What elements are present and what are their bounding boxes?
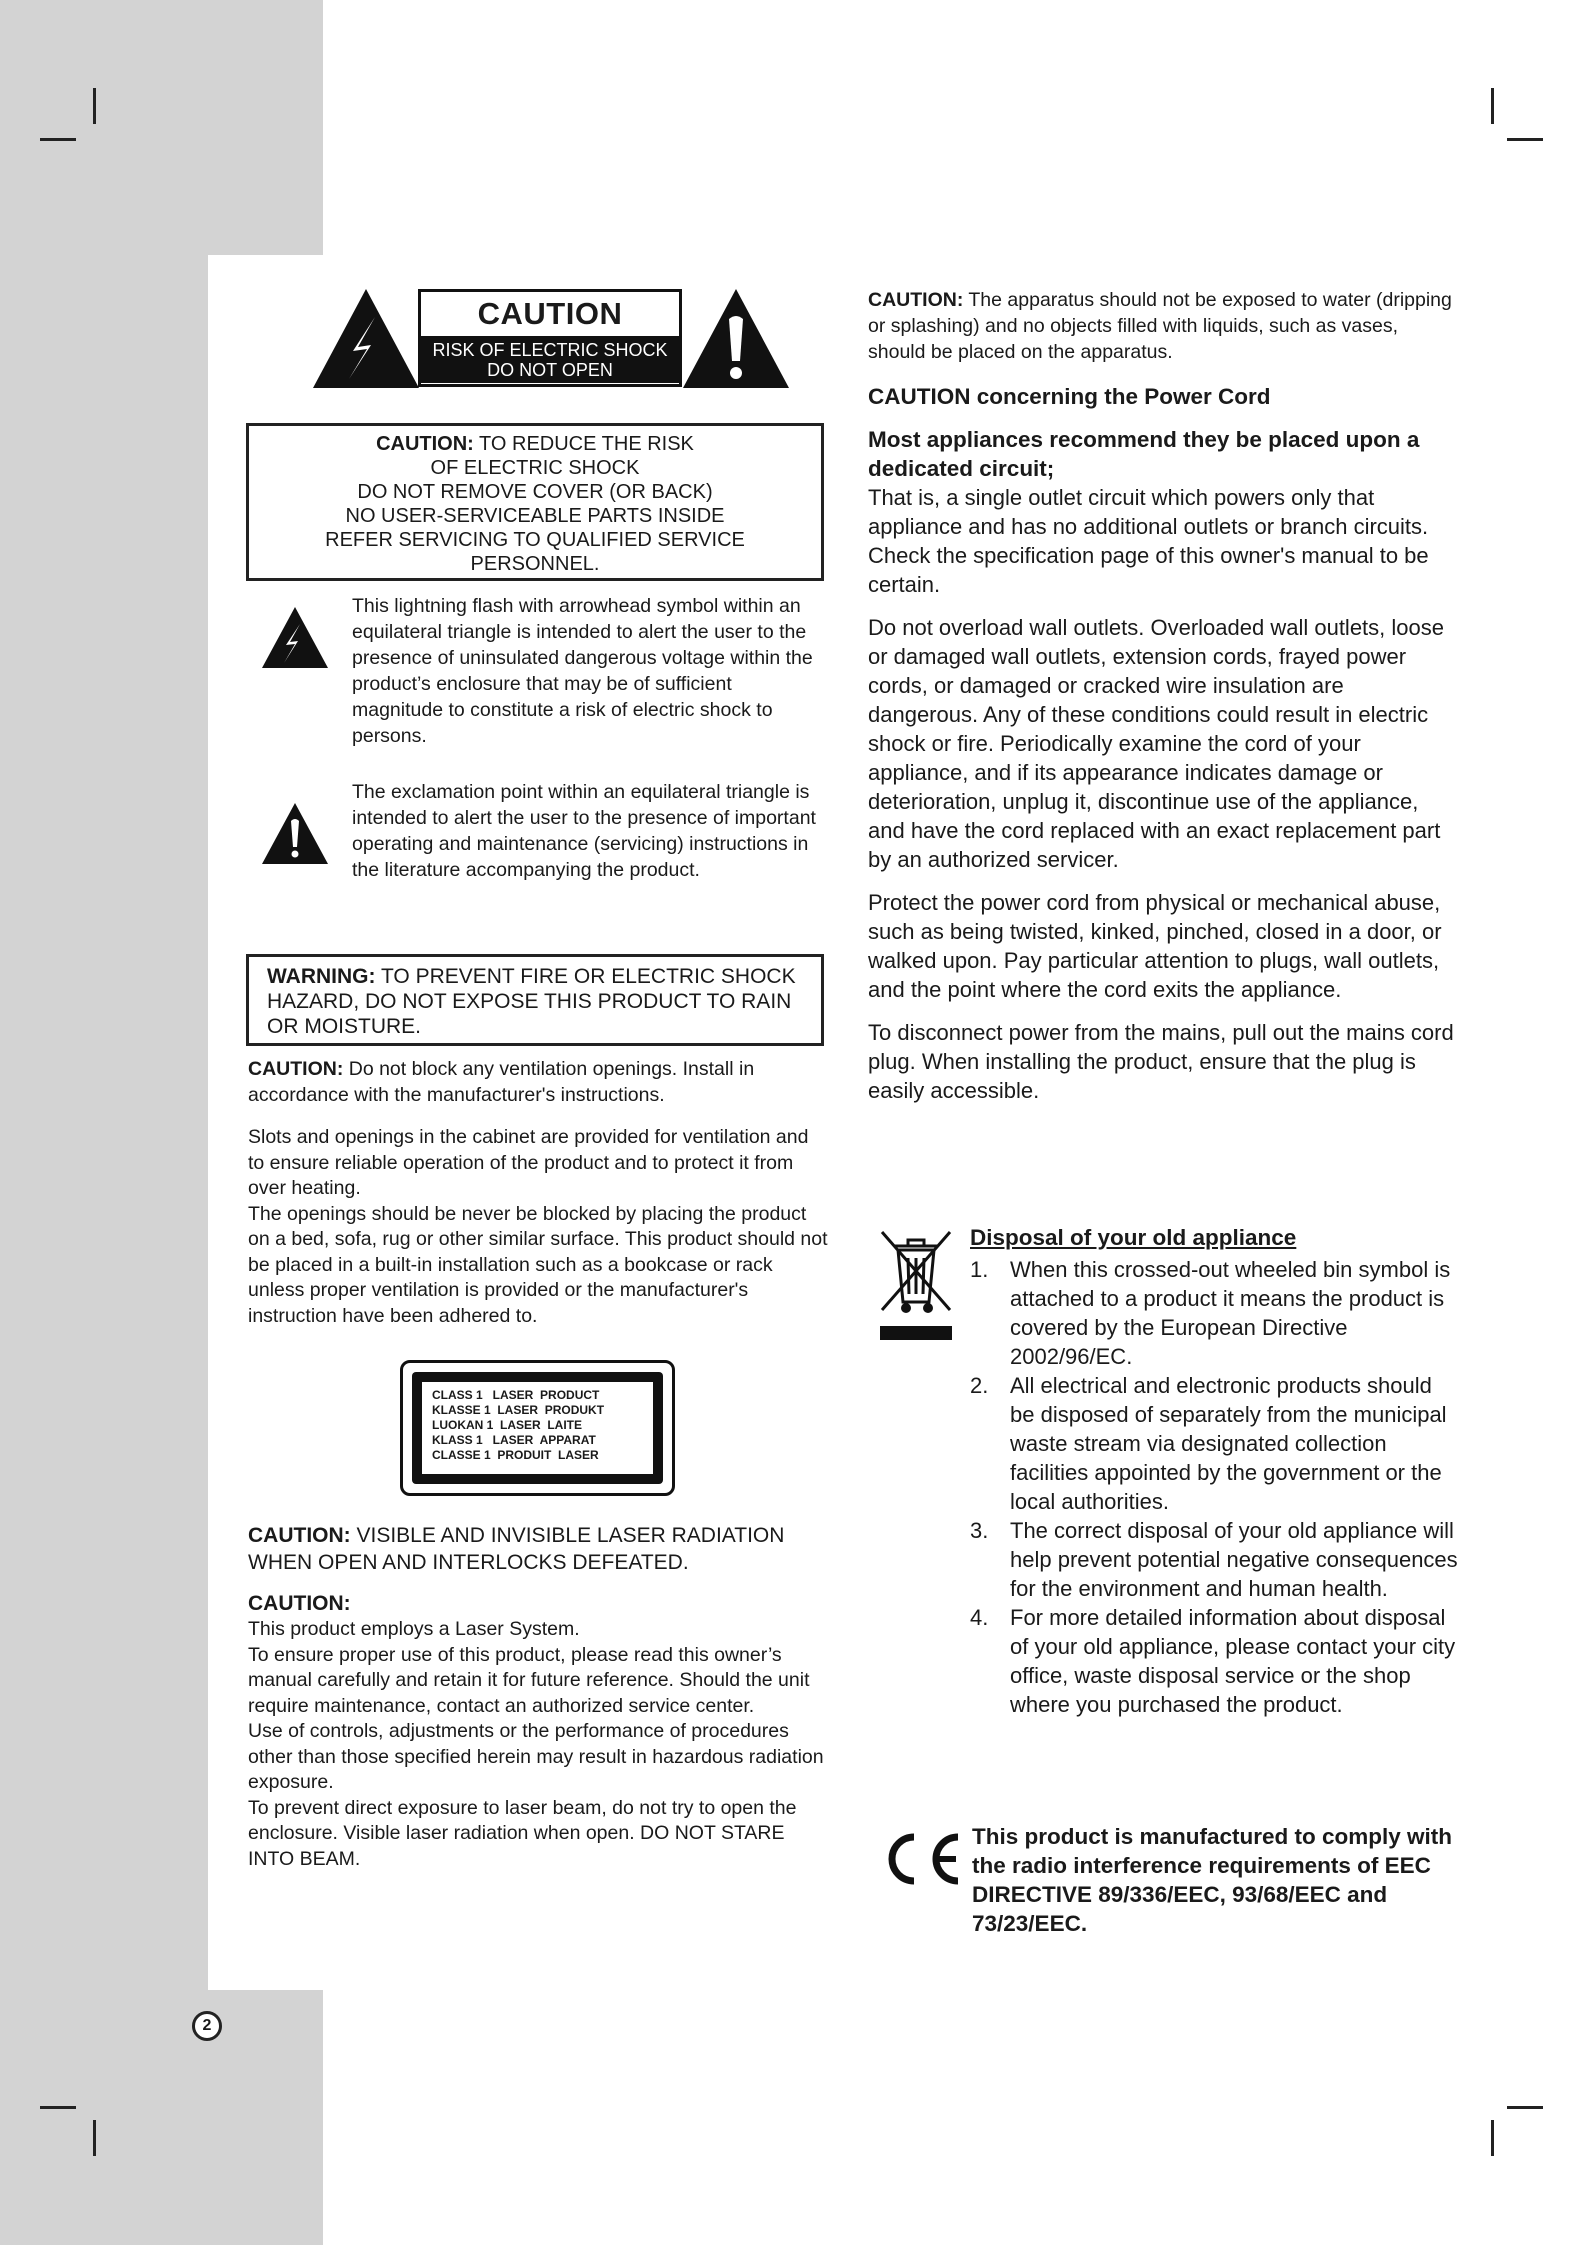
disposal-list: [970, 1255, 1460, 1719]
ce-statement: [972, 1822, 1462, 1938]
crop-mark: [1507, 138, 1543, 141]
ventilation-text: Do not block any ventilation openings. Install in accordance with the manufacturer's instructions.: [248, 1058, 755, 1106]
risk-box-line6: PERSONNEL.: [470, 553, 600, 575]
water-caution: [868, 287, 1458, 365]
laser-system-line4: To prevent direct exposure to laser beam, do not try to open the enclosure. Visible laser radiation when open. DO NOT STARE INTO BEAM.: [248, 1796, 797, 1870]
lightning-symbol-icon: [262, 607, 328, 668]
ventilation-para2: Slots and openings in the cabinet are provided for ventilation and to ensure reliable operation of the product and to protect it from over heating.: [248, 1126, 809, 1199]
ventilation-section: [248, 1057, 828, 1329]
crossed-out-bin-icon: [876, 1226, 956, 1342]
risk-box-line3: DO NOT REMOVE COVER (OR BACK): [357, 481, 713, 503]
list-item: [970, 1255, 1460, 1371]
laser-product-label: [400, 1360, 675, 1496]
risk-box-line2: OF ELECTRIC SHOCK: [430, 457, 640, 479]
crop-mark: [1491, 2120, 1494, 2156]
disposal-heading: Disposal of your old appliance: [970, 1225, 1297, 1250]
crop-mark: [1491, 88, 1494, 124]
water-label: CAUTION:: [868, 289, 964, 311]
laser-label-line: KLASS 1 LASER APPARAT: [432, 1433, 596, 1447]
crop-mark: [1507, 2106, 1543, 2109]
water-section: [868, 287, 1458, 365]
laser-system-line1: This product employs a Laser System.: [248, 1618, 580, 1640]
caution-banner-line1: RISK OF ELECTRIC SHOCK: [432, 340, 668, 360]
lightning-triangle-icon: [313, 289, 419, 388]
list-item-number: 2.: [970, 1373, 989, 1398]
laser-system-label: CAUTION:: [248, 1592, 351, 1615]
list-item-text: For more detailed information about disposal of your old appliance, please contact your city office, waste disposal service or the shop where you purchased the product.: [1010, 1605, 1456, 1717]
list-item-number: 4.: [970, 1605, 989, 1630]
crop-mark: [40, 2106, 76, 2109]
laser-system-section: [248, 1591, 828, 1872]
list-item: [970, 1516, 1460, 1603]
power-cord-para2: Do not overload wall outlets. Overloaded wall outlets, loose or damaged wall outlets, extension cords, frayed power cords, or damaged or cracked wire insulation are dangerous. Any of these conditions could result in electric shock or fire. Periodically examine the cord of your appliance, and if its appearance indicates damage or deterioration, unplug it, discontinue use of the appliance, and have the cord replaced with an exact replacement part by an authorized servicer.: [868, 615, 1444, 872]
laser-system-line2: To ensure proper use of this product, please read this owner’s manual carefully and retain it for future reference. Should the unit require maintenance, contact an authorized service center.: [248, 1643, 810, 1717]
laser-radiation-section: [248, 1522, 828, 1576]
lightning-note: This lightning flash with arrowhead symbol within an equilateral triangle is intended to alert the user to the presence of uninsulated dangerous voltage within the product’s enclosure that may be of sufficient magnitude to constitute a risk of electric shock to persons.: [352, 595, 813, 747]
ventilation-label: CAUTION:: [248, 1058, 344, 1080]
ventilation-para3: The openings should be never be blocked by placing the product on a bed, sofa, rug or other similar surface. This product should not be placed in a built-in installation such as a bookcase or rack unless proper ventilation is provided or the manufacturer's instruction have been adhered to.: [248, 1202, 828, 1327]
exclamation-triangle-icon: [683, 289, 789, 388]
caution-banner-line2: DO NOT OPEN: [487, 360, 613, 380]
list-item-text: The correct disposal of your old appliance will help prevent potential negative consequences for the environment and human health.: [1010, 1518, 1458, 1601]
laser-label-line: KLASSE 1 LASER PRODUKT: [432, 1403, 605, 1417]
list-item: [970, 1371, 1460, 1516]
power-cord-para4: To disconnect power from the mains, pull out the mains cord plug. When installing the product, ensure that the plug is easily accessible.: [868, 1020, 1454, 1103]
risk-box-label: CAUTION:: [376, 433, 474, 455]
risk-box-line4: NO USER-SERVICEABLE PARTS INSIDE: [345, 505, 725, 527]
margin-bottom-left: [0, 1990, 323, 2245]
page-number: 2: [192, 2011, 222, 2041]
exclamation-note: The exclamation point within an equilateral triangle is intended to alert the user to the presence of important operating and maintenance (servicing) instructions in the literature accompanying the product.: [352, 781, 816, 881]
warning-body: TO PREVENT FIRE OR ELECTRIC SHOCK HAZARD, DO NOT EXPOSE THIS PRODUCT TO RAIN OR MOISTURE.: [267, 965, 796, 1038]
caution-banner-title: CAUTION: [477, 296, 623, 331]
power-cord-subheading: Most appliances recommend they be placed upon a dedicated circuit;: [868, 427, 1420, 481]
laser-label-line: LUOKAN 1 LASER LAITE: [432, 1418, 583, 1432]
exclamation-symbol-icon: [262, 803, 328, 864]
ventilation-caution: [248, 1057, 828, 1108]
laser-label-line: CLASSE 1 PRODUIT LASER: [432, 1448, 599, 1462]
laser-radiation-text: [248, 1522, 828, 1576]
caution-banner: [418, 289, 682, 387]
power-cord-para3: Protect the power cord from physical or mechanical abuse, such as being twisted, kinked, pinched, closed in a door, or walked upon. Pay particular attention to plugs, wall outlets, and the point where the cord exits the appliance.: [868, 890, 1442, 1002]
margin-left: [0, 255, 208, 1990]
power-cord-para1: That is, a single outlet circuit which powers only that appliance and has no additional outlets or branch circuits. Check the specification page of this owner's manual to be certain.: [868, 485, 1429, 597]
list-item-number: 1.: [970, 1257, 989, 1282]
list-item-number: 3.: [970, 1518, 989, 1543]
list-item-text: When this crossed-out wheeled bin symbol is attached to a product it means the product is covered by the European Directive 2002/96/EC.: [1010, 1257, 1451, 1369]
crop-mark: [93, 2120, 96, 2156]
power-cord-section: [868, 382, 1458, 1105]
warning-box: [246, 954, 824, 1046]
risk-box-line5: REFER SERVICING TO QUALIFIED SERVICE: [325, 529, 745, 551]
laser-label-line: CLASS 1 LASER PRODUCT: [432, 1388, 600, 1402]
caution-banner-subtitle: [421, 336, 679, 383]
laser-system-line3: Use of controls, adjustments or the performance of procedures other than those specified herein may result in hazardous radiation exposure.: [248, 1720, 824, 1793]
warning-label: WARNING:: [267, 965, 376, 988]
laser-radiation-body: VISIBLE AND INVISIBLE LASER RADIATION WHEN OPEN AND INTERLOCKS DEFEATED.: [248, 1524, 785, 1574]
power-cord-heading: CAUTION concerning the Power Cord: [868, 384, 1271, 409]
risk-box-line1: [249, 432, 821, 456]
ce-mark-icon: [876, 1829, 964, 1889]
risk-box-line1-text: TO REDUCE THE RISK: [473, 433, 694, 455]
crop-mark: [93, 88, 96, 124]
list-item: [970, 1603, 1460, 1719]
list-item-text: All electrical and electronic products should be disposed of separately from the municipal waste stream via designated collection facilities appointed by the government or the local authorities.: [1010, 1373, 1447, 1514]
crop-mark: [40, 138, 76, 141]
ce-text: This product is manufactured to comply with the radio interference requirements of EEC DIRECTIVE 89/336/EEC, 93/68/EEC and 73/23/EEC.: [972, 1824, 1453, 1936]
water-text: The apparatus should not be exposed to water (dripping or splashing) and no objects filled with liquids, such as vases, should be placed on the apparatus.: [868, 289, 1452, 363]
margin-top-left: [0, 0, 323, 255]
disposal-section: [970, 1223, 1460, 1719]
risk-box: [246, 423, 824, 581]
warning-text: [267, 964, 805, 1039]
laser-radiation-label: CAUTION:: [248, 1524, 351, 1547]
